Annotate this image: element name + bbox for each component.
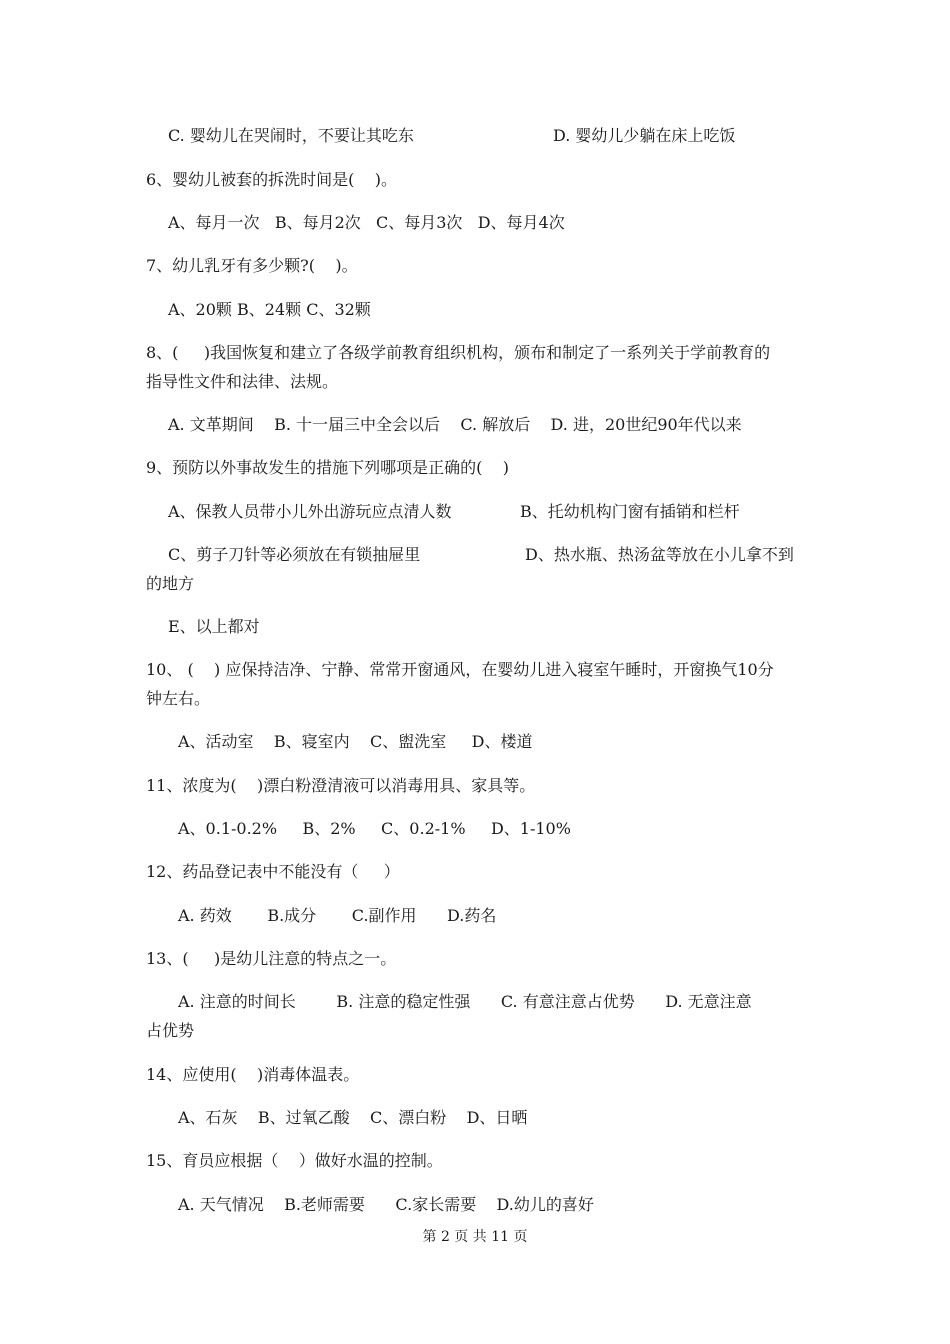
option-line: A、0.1-0.2% B、2% C、0.2-1% D、1-10%: [178, 819, 571, 838]
option-continued: 占优势: [146, 1021, 195, 1040]
question-10: 10、 ( ) 应保持洁净、宁静、常常开窗通风，在婴幼儿进入寝室午睡时，开窗换气10分: [146, 660, 774, 679]
question-13: 13、( )是幼儿注意的特点之一。: [146, 949, 397, 968]
option-line: B、托幼机构门窗有插销和栏杆: [520, 502, 740, 521]
question-14: 14、应使用( )消毒体温表。: [146, 1065, 360, 1084]
option-continued: 的地方: [146, 574, 195, 593]
option-line: A. 注意的时间长 B. 注意的稳定性强 C. 有意注意占优势 D. 无意注意: [178, 992, 752, 1011]
question-12: 12、药品登记表中不能没有（ ）: [146, 862, 400, 881]
option-line: C. 婴幼儿在哭闹时，不要让其吃东: [168, 126, 414, 145]
option-line: A、20颗 B、24颗 C、32颗: [168, 300, 371, 319]
option-line: A. 文革期间 B. 十一届三中全会以后 C. 解放后 D. 进，20世纪90年代以来: [168, 415, 742, 434]
option-line: A. 天气情况 B.老师需要 C.家长需要 D.幼儿的喜好: [178, 1195, 594, 1214]
option-line: A、活动室 B、寝室内 C、盥洗室 D、楼道: [178, 732, 533, 751]
page-number-footer: 第 2 页 共 11 页: [422, 1229, 528, 1245]
question-11: 11、浓度为( )漂白粉澄清液可以消毒用具、家具等。: [146, 776, 536, 795]
option-line: A、每月一次 B、每月2次 C、每月3次 D、每月4次: [168, 213, 565, 232]
question-9: 9、预防以外事故发生的措施下列哪项是正确的( ): [146, 458, 510, 477]
question-8: 8、( )我国恢复和建立了各级学前教育组织机构，颁布和制定了一系列关于学前教育的: [146, 343, 771, 362]
option-line: C、剪子刀针等必须放在有锁抽屉里: [168, 545, 421, 564]
option-line: A. 药效 B.成分 C.副作用 D.药名: [178, 906, 497, 925]
question-6: 6、婴幼儿被套的拆洗时间是( )。: [146, 170, 398, 189]
question-15: 15、育员应根据（ ）做好水温的控制。: [146, 1151, 443, 1170]
option-line: E、以上都对: [168, 617, 260, 636]
question-7: 7、幼儿乳牙有多少颗?( )。: [146, 256, 358, 275]
option-line: D、热水瓶、热汤盆等放在小儿拿不到: [525, 545, 794, 564]
option-line: D. 婴幼儿少躺在床上吃饭: [553, 126, 736, 145]
option-line: A、石灰 B、过氧乙酸 C、漂白粉 D、日晒: [178, 1108, 528, 1127]
question-10-continued: 钟左右。: [146, 689, 211, 708]
option-line: A、保教人员带小儿外出游玩应点清人数: [168, 502, 452, 521]
question-8-continued: 指导性文件和法律、法规。: [146, 372, 339, 391]
